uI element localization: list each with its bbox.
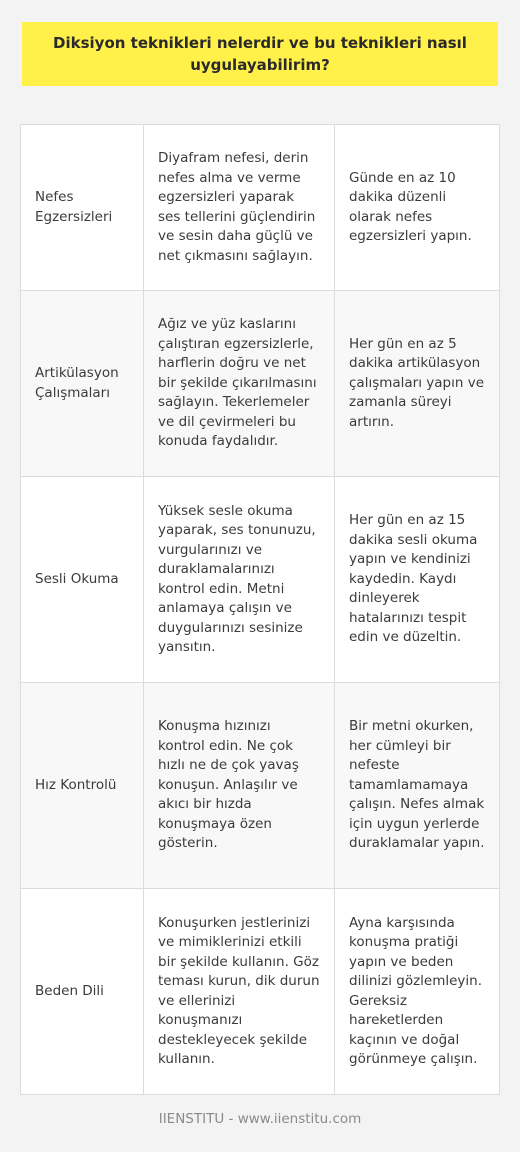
table-row <box>21 889 500 1095</box>
description-cell: Diyafram nefesi, derin nefes alma ve verme egzersizleri yaparak ses tellerini güçlendirin ve sesin daha güçlü ve net çıkmasını sağlayın. <box>144 125 335 291</box>
technique-cell: Artikülasyon Çalışmaları <box>21 291 144 477</box>
description-cell: Ağız ve yüz kaslarını çalıştıran egzersizlerle, harflerin doğru ve net bir şekilde çıkarılmasını sağlayın. Tekerlemeler ve dil çevirmeleri bu konuda faydalıdır. <box>144 291 335 477</box>
technique-cell: Nefes Egzersizleri <box>21 125 144 291</box>
practice-cell: Ayna karşısında konuşma pratiği yapın ve beden dilinizi gözlemleyin. Gereksiz hareketlerden kaçının ve doğal görünmeye çalışın. <box>335 889 500 1095</box>
table-row <box>21 125 500 291</box>
practice-cell: Her gün en az 5 dakika artikülasyon çalışmaları yapın ve zamanla süreyi artırın. <box>335 291 500 477</box>
technique-cell: Sesli Okuma <box>21 477 144 683</box>
table-row <box>21 477 500 683</box>
techniques-table <box>20 124 500 1095</box>
practice-cell: Bir metni okurken, her cümleyi bir nefeste tamamlamamaya çalışın. Nefes almak için uygun yerlerde duraklamalar yapın. <box>335 683 500 889</box>
practice-cell: Günde en az 10 dakika düzenli olarak nefes egzersizleri yapın. <box>335 125 500 291</box>
practice-cell: Her gün en az 15 dakika sesli okuma yapın ve kendinizi kaydedin. Kaydı dinleyerek hatalarınızı tespit edin ve düzeltin. <box>335 477 500 683</box>
technique-cell: Hız Kontrolü <box>21 683 144 889</box>
title-banner <box>22 22 498 86</box>
technique-cell: Beden Dili <box>21 889 144 1095</box>
description-cell: Konuşurken jestlerinizi ve mimiklerinizi etkili bir şekilde kullanın. Göz teması kurun, dik durun ve ellerinizi konuşmanızı destekleyecek şekilde kullanın. <box>144 889 335 1095</box>
description-cell: Konuşma hızınızı kontrol edin. Ne çok hızlı ne de çok yavaş konuşun. Anlaşılır ve akıcı bir hızda konuşmaya özen gösterin. <box>144 683 335 889</box>
description-cell: Yüksek sesle okuma yaparak, ses tonunuzu, vurgularınızı ve duraklamalarınızı kontrol edin. Metni anlamaya çalışın ve duygularınızı sesinize yansıtın. <box>144 477 335 683</box>
table-row <box>21 291 500 477</box>
table-row <box>21 683 500 889</box>
page-title: Diksiyon teknikleri nelerdir ve bu teknikleri nasıl uygulayabilirim? <box>53 34 467 74</box>
footer-credit: IIENSTITU - www.iienstitu.com <box>158 1111 362 1127</box>
